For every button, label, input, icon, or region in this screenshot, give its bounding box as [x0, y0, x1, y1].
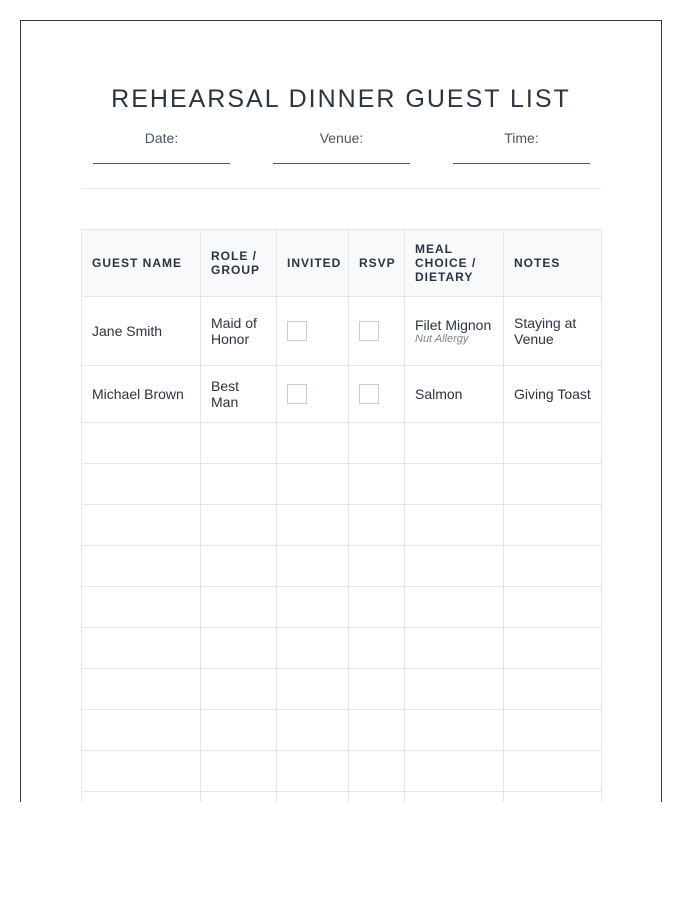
- notes-cell: Staying at Venue: [504, 297, 602, 366]
- table-row: [82, 366, 602, 423]
- invited-checkbox[interactable]: [287, 384, 307, 404]
- time-input-line[interactable]: [453, 163, 590, 164]
- rsvp-cell: [349, 297, 405, 366]
- invited-cell: [277, 297, 349, 366]
- header-notes: NOTES: [504, 230, 602, 297]
- header-role: ROLE / GROUP: [201, 230, 277, 297]
- empty-row: [82, 669, 602, 710]
- date-label: Date:: [144, 130, 179, 146]
- table-row: [82, 297, 602, 366]
- rsvp-checkbox[interactable]: [359, 384, 379, 404]
- empty-row: [82, 628, 602, 669]
- invited-checkbox[interactable]: [287, 321, 307, 341]
- empty-row: [82, 751, 602, 792]
- table-header-row: [82, 230, 602, 297]
- empty-row: [82, 587, 602, 628]
- time-field: [453, 129, 590, 164]
- date-input-line[interactable]: [93, 163, 230, 164]
- notes-cell: Giving Toast: [504, 366, 602, 423]
- dietary-note: Nut Allergy: [415, 332, 469, 345]
- time-label: Time:: [504, 130, 539, 146]
- empty-row: [82, 423, 602, 464]
- role-cell: Maid of Honor: [201, 297, 277, 366]
- empty-row: [82, 792, 602, 803]
- venue-label: Venue:: [319, 130, 364, 146]
- meal-choice: Salmon: [415, 386, 463, 402]
- header-meal: MEAL CHOICE / DIETARY: [405, 230, 504, 297]
- meal-cell: [405, 297, 504, 366]
- page-title: REHEARSAL DINNER GUEST LIST: [111, 85, 571, 113]
- invited-cell: [277, 366, 349, 423]
- rsvp-cell: [349, 366, 405, 423]
- empty-row: [82, 464, 602, 505]
- meal-choice: Filet Mignon: [415, 316, 492, 333]
- guest-name-cell: Jane Smith: [82, 297, 201, 366]
- header-guest-name: GUEST NAME: [82, 230, 201, 297]
- header-invited: INVITED: [277, 230, 349, 297]
- guest-table: [81, 229, 602, 802]
- guest-list-sheet: [20, 20, 662, 802]
- guest-name-cell: Michael Brown: [82, 366, 201, 423]
- meal-cell: [405, 366, 504, 423]
- header-rsvp: RSVP: [349, 230, 405, 297]
- empty-row: [82, 710, 602, 751]
- empty-row: [82, 546, 602, 587]
- rsvp-checkbox[interactable]: [359, 321, 379, 341]
- header-divider: [81, 188, 601, 189]
- date-field: [93, 129, 230, 164]
- role-cell: Best Man: [201, 366, 277, 423]
- empty-row: [82, 505, 602, 546]
- venue-field: [273, 129, 410, 164]
- venue-input-line[interactable]: [273, 163, 410, 164]
